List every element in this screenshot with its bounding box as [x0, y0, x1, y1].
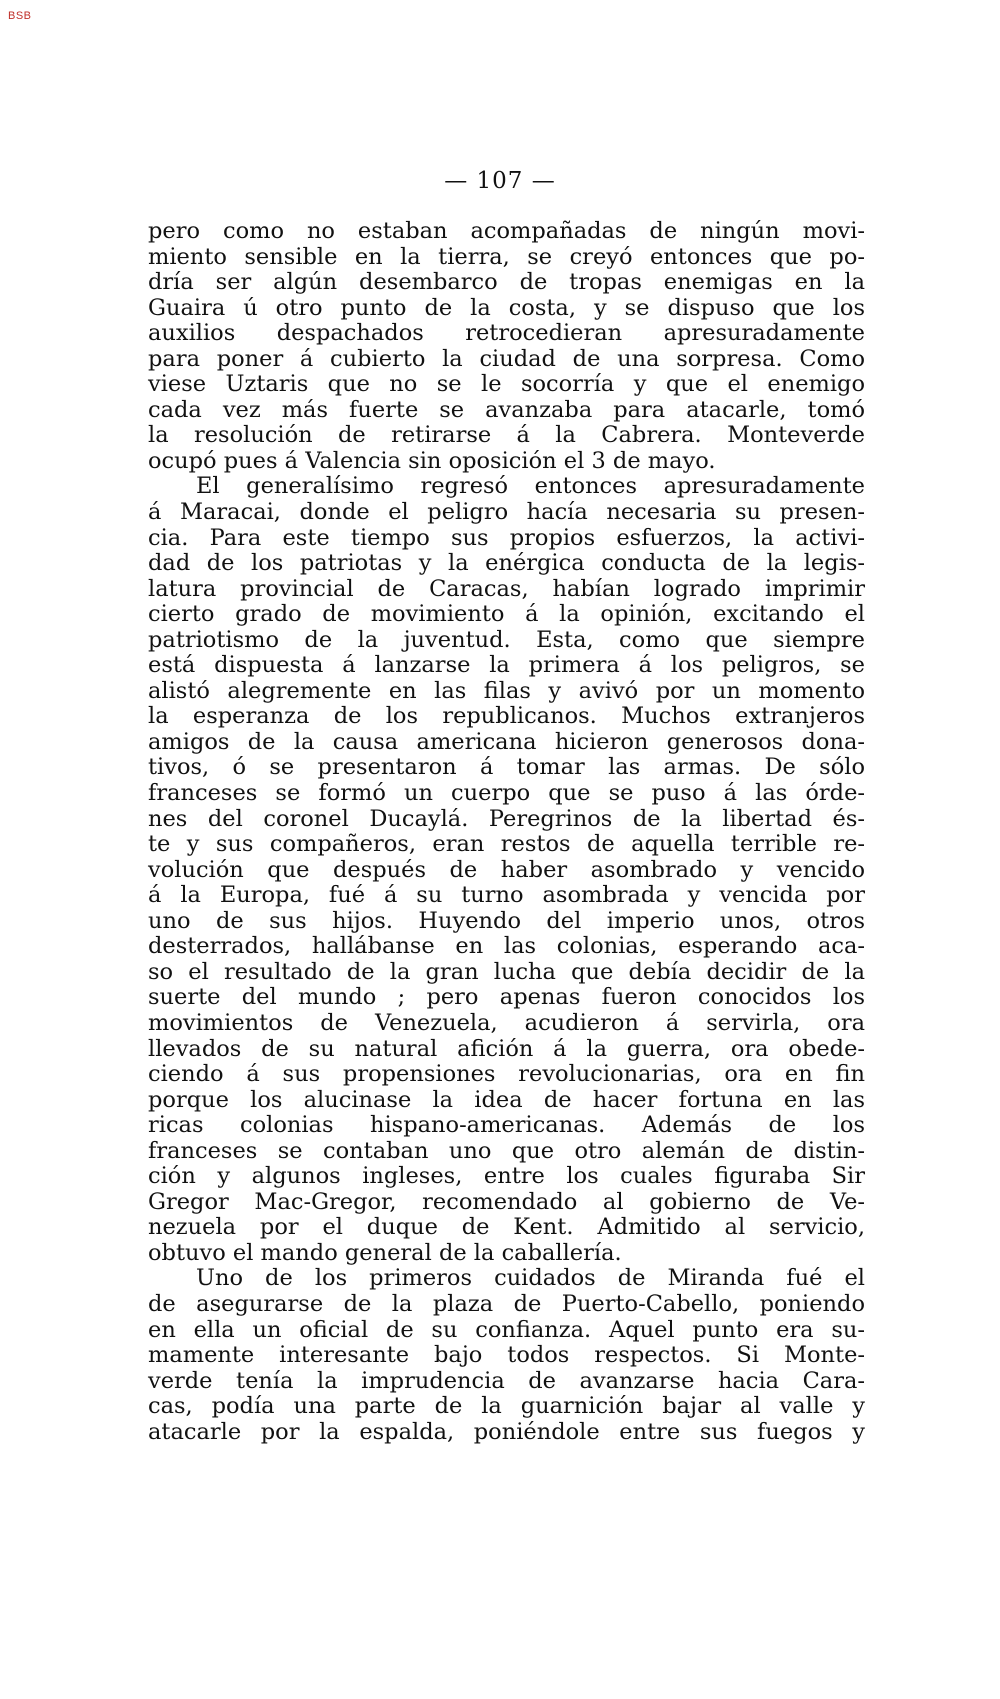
- text-line: auxilios despachados retrocedieran apresuradamente: [148, 320, 865, 347]
- text-line: pero como no estaban acompañadas de ningún movi-: [148, 218, 865, 244]
- text-line: en ella un oficial de su confianza. Aquel punto era su-: [148, 1316, 865, 1343]
- text-line: El generalísimo regresó entonces apresuradamente: [196, 473, 865, 500]
- text-line: amigos de la causa americana hicieron generosos dona-: [148, 728, 865, 755]
- text-line: volución que después de haber asombrado y vencido: [148, 856, 865, 883]
- text-line: dad de los patriotas y la enérgica conducta de la legis-: [148, 550, 865, 577]
- page-number: — 107 —: [444, 168, 556, 194]
- text-line: mamente interesante bajo todos respectos. Si Monte-: [148, 1342, 865, 1369]
- text-line: nezuela por el duque de Kent. Admitido al servicio,: [148, 1214, 865, 1241]
- text-line: obtuvo el mando general de la caballería.: [148, 1239, 622, 1266]
- text-line: la esperanza de los republicanos. Muchos extranjeros: [148, 703, 865, 730]
- library-mark: BSB: [8, 10, 32, 22]
- text-line: atacarle por la espalda, poniéndole entre sus fuegos y: [148, 1418, 865, 1445]
- text-line: ciendo á sus propensiones revolucionarias, ora en fin: [148, 1061, 865, 1088]
- text-line: desterrados, hallábanse en las colonias, esperando aca-: [148, 933, 865, 960]
- text-line: á la Europa, fué á su turno asombrada y vencida por: [148, 882, 865, 909]
- text-line: ción y algunos ingleses, entre los cuales figuraba Sir: [148, 1163, 865, 1190]
- text-line: Gregor Mac-Gregor, recomendado al gobierno de Ve-: [148, 1188, 865, 1215]
- text-line: la resolución de retirarse á la Cabrera. Monteverde: [148, 422, 865, 449]
- text-line: nes del coronel Ducaylá. Peregrinos de la libertad és-: [148, 805, 865, 832]
- text-line: latura provincial de Caracas, habían logrado imprimir: [148, 575, 865, 602]
- text-line: patriotismo de la juventud. Esta, como que siempre: [148, 626, 865, 653]
- body-text: [148, 219, 865, 1445]
- text-line: Uno de los primeros cuidados de Miranda fué el: [196, 1265, 865, 1292]
- text-line: cia. Para este tiempo sus propios esfuerzos, la activi-: [148, 524, 865, 551]
- text-line: Guaira ú otro punto de la costa, y se dispuso que los: [148, 294, 865, 321]
- text-line: alistó alegremente en las filas y avivó por un momento: [148, 677, 865, 704]
- text-line: de asegurarse de la plaza de Puerto-Cabello, poniendo: [148, 1290, 865, 1317]
- text-line: cierto grado de movimiento á la opinión, excitando el: [148, 601, 865, 628]
- text-line: cada vez más fuerte se avanzaba para atacarle, tomó: [148, 396, 865, 423]
- text-line: está dispuesta á lanzarse la primera á los peligros, se: [148, 652, 865, 679]
- text-line: á Maracai, donde el peligro hacía necesaria su presen-: [148, 499, 865, 526]
- text-line: viese Uztaris que no se le socorría y que el enemigo: [148, 371, 865, 398]
- text-line: dría ser algún desembarco de tropas enemigas en la: [148, 269, 865, 296]
- text-line: franceses se contaban uno que otro alemán de distin-: [148, 1137, 865, 1164]
- text-line: para poner á cubierto la ciudad de una sorpresa. Como: [148, 345, 865, 372]
- text-line: cas, podía una parte de la guarnición bajar al valle y: [148, 1393, 865, 1420]
- text-line: movimientos de Venezuela, acudieron á servirla, ora: [148, 1009, 865, 1036]
- text-line: porque los alucinase la idea de hacer fortuna en las: [148, 1086, 865, 1113]
- text-line: ricas colonias hispano-americanas. Además de los: [148, 1112, 865, 1139]
- text-line: tivos, ó se presentaron á tomar las armas. De sólo: [148, 754, 865, 781]
- text-line: verde tenía la imprudencia de avanzarse hacia Cara-: [148, 1367, 865, 1394]
- text-line: te y sus compañeros, eran restos de aquella terrible re-: [148, 831, 865, 858]
- text-line: miento sensible en la tierra, se creyó entonces que po-: [148, 243, 865, 270]
- text-line: uno de sus hijos. Huyendo del imperio unos, otros: [148, 907, 865, 934]
- text-line: so el resultado de la gran lucha que debía decidir de la: [148, 958, 865, 985]
- text-line: llevados de su natural afición á la guerra, ora obede-: [148, 1035, 865, 1062]
- text-line: franceses se formó un cuerpo que se puso á las órde-: [148, 780, 865, 807]
- text-line: suerte del mundo ; pero apenas fueron conocidos los: [148, 984, 865, 1011]
- text-line: ocupó pues á Valencia sin oposición el 3 de mayo.: [148, 447, 716, 474]
